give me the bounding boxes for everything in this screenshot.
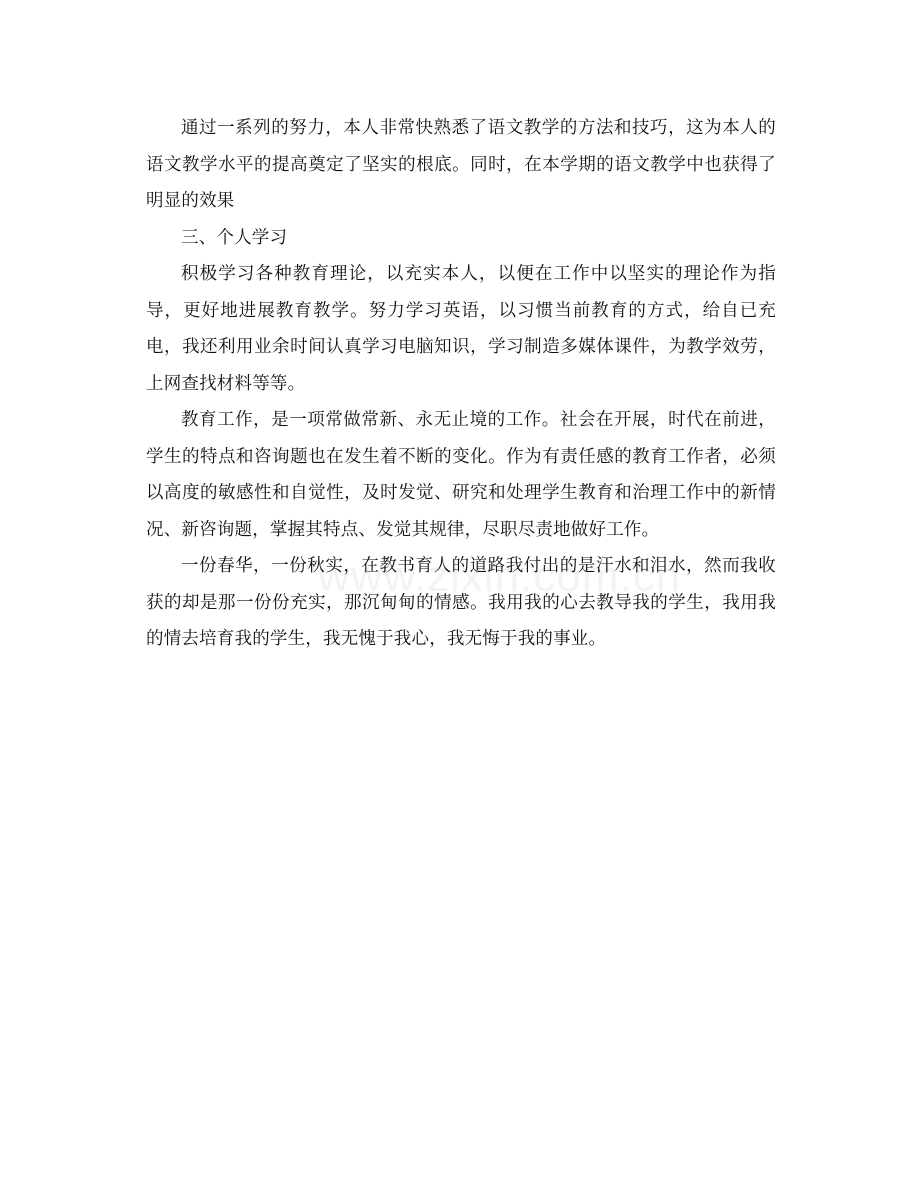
body-paragraph: 教育工作，是一项常做常新、永无止境的工作。社会在开展，时代在前进，学生的特点和咨询题也在发生着不断的变化。作为有责任感的教育工作者，必须以高度的敏感性和自觉性，及时发觉、研究和处理学生教育和治理工作中的新情况、新咨询题，掌握其特点、发觉其规律，尽职尽责地做好工作。	[146, 410, 776, 540]
body-paragraph: 积极学习各种教育理论，以充实本人，以便在工作中以坚实的理论作为指导，更好地进展教育教学。努力学习英语，以习惯当前教育的方式，给自已充电，我还利用业余时间认真学习电脑知识，学习制造多媒体课件，为教学效劳，上网查找材料等等。	[146, 264, 776, 394]
body-paragraph: 通过一系列的努力，本人非常快熟悉了语文教学的方法和技巧，这为本人的语文教学水平的提高奠定了坚实的根底。同时，在本学期的语文教学中也获得了明显的效果	[146, 118, 776, 211]
body-paragraph: 一份春华，一份秋实，在教书育人的道路我付出的是汗水和泪水，然而我收获的却是那一份份充实，那沉甸甸的情感。我用我的心去教导我的学生，我用我的情去培育我的学生，我无愧于我心，我无悔于我的事业。	[146, 556, 776, 649]
section-heading: 三、个人学习	[181, 227, 288, 248]
document-page	[146, 110, 776, 658]
